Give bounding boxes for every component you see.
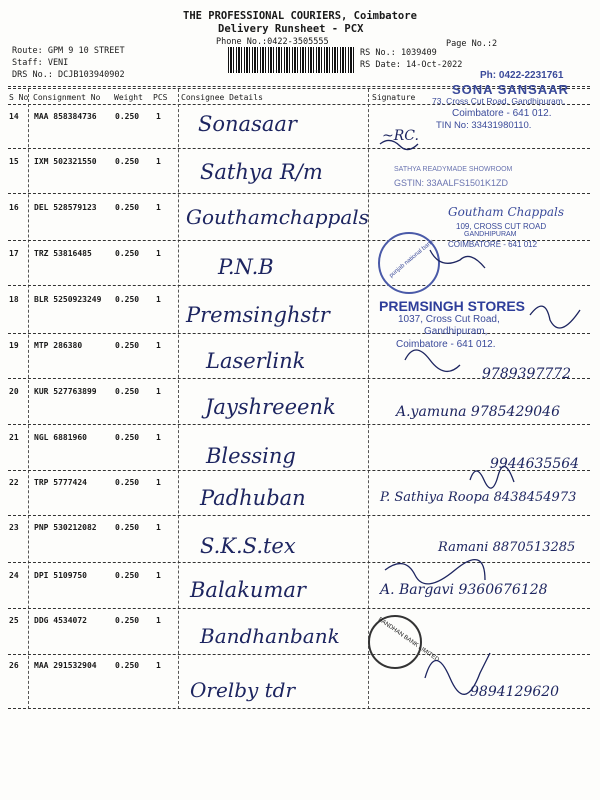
col-consignee: Consignee Details — [181, 93, 263, 102]
row-consignment: TRZ 53816485 — [34, 249, 92, 258]
row-consignee: Laserlink — [206, 349, 306, 373]
row-weight: 0.250 — [115, 295, 140, 304]
row-consignment: DPI 5109750 — [34, 571, 87, 580]
rs-date: RS Date: 14-Oct-2022 — [360, 60, 463, 70]
row-weight: 0.250 — [115, 571, 140, 580]
drs-number: DRS No.: DCJB103940902 — [12, 70, 125, 80]
row-signature: 9894129620 — [470, 684, 560, 700]
row-sno: 19 — [9, 341, 19, 350]
row-weight: 0.250 — [115, 433, 140, 442]
document-title: Delivery Runsheet - PCX — [218, 23, 364, 35]
row-consignee: Gouthamchappals — [186, 205, 369, 229]
signature-scribbles — [370, 100, 595, 710]
row-weight: 0.250 — [115, 341, 140, 350]
row-sno: 21 — [9, 433, 19, 442]
row-pcs: 1 — [156, 571, 161, 580]
col-signature: Signature — [372, 93, 416, 102]
row-sno: 15 — [9, 157, 19, 166]
row-pcs: 1 — [156, 249, 161, 258]
row-weight: 0.250 — [115, 112, 140, 121]
row-consignment: MTP 286380 — [34, 341, 83, 350]
col-consignment: Consignment No — [33, 93, 101, 102]
row-signature: 9789397772 — [482, 366, 572, 382]
row-pcs: 1 — [156, 616, 161, 625]
barcode — [228, 47, 354, 73]
row-pcs: 1 — [156, 523, 161, 532]
row-sno: 18 — [9, 295, 19, 304]
row-sno: 14 — [9, 112, 19, 121]
row-consignee: Sonasaar — [198, 112, 297, 136]
rs-number: RS No.: 1039409 — [360, 48, 437, 58]
row-pcs: 1 — [156, 341, 161, 350]
row-pcs: 1 — [156, 478, 161, 487]
row-signature: A. Bargavi 9360676128 — [380, 582, 548, 598]
row-pcs: 1 — [156, 203, 161, 212]
row-consignee: Premsinghstr — [186, 303, 330, 327]
row-consignee: Blessing — [206, 444, 296, 468]
row-pcs: 1 — [156, 157, 161, 166]
company-title: THE PROFESSIONAL COURIERS, Coimbatore — [183, 10, 417, 22]
row-weight: 0.250 — [115, 387, 140, 396]
row-sno: 20 — [9, 387, 19, 396]
row-consignment: BLR 5250923249 — [34, 295, 102, 304]
phone-number: Phone No.:0422-3505555 — [216, 37, 329, 47]
row-consignment: MAA 291532904 — [34, 661, 97, 670]
row-weight: 0.250 — [115, 616, 140, 625]
row-pcs: 1 — [156, 661, 161, 670]
row-sno: 17 — [9, 249, 19, 258]
row-consignment: DDG 4534072 — [34, 616, 87, 625]
row-weight: 0.250 — [115, 478, 140, 487]
row-weight: 0.250 — [115, 157, 140, 166]
row-pcs: 1 — [156, 387, 161, 396]
route: Route: GPM 9 10 STREET — [12, 46, 125, 56]
row-signature: A.yamuna 9785429046 — [396, 404, 560, 420]
row-weight: 0.250 — [115, 661, 140, 670]
pnb-round-stamp: punjab national bank — [378, 232, 440, 294]
row-sno: 16 — [9, 203, 19, 212]
col-sno: S No — [9, 93, 29, 102]
row-consignee: S.K.S.tex — [200, 534, 296, 558]
row-weight: 0.250 — [115, 203, 140, 212]
bandhan-round-stamp: BANDHAN BANK LIMITED — [368, 615, 422, 669]
staff: Staff: VENI — [12, 58, 69, 68]
row-consignee: Orelby tdr — [190, 678, 296, 702]
row-pcs: 1 — [156, 112, 161, 121]
row-signature: 9944635564 — [490, 456, 580, 472]
row-weight: 0.250 — [115, 249, 140, 258]
row-pcs: 1 — [156, 295, 161, 304]
row-signature: Ramani 8870513285 — [438, 540, 576, 555]
row-consignment: NGL 6881960 — [34, 433, 87, 442]
row-signature: P. Sathiya Roopa 8438454973 — [380, 490, 577, 505]
row-sno: 25 — [9, 616, 19, 625]
row-sno: 22 — [9, 478, 19, 487]
row-consignee: Jayshreeenk — [205, 395, 336, 419]
row-consignment: MAA 858384736 — [34, 112, 97, 121]
row-consignment: KUR 527763899 — [34, 387, 97, 396]
row-consignee: Balakumar — [190, 578, 306, 602]
row-pcs: 1 — [156, 433, 161, 442]
row-consignment: TRP 5777424 — [34, 478, 87, 487]
col-pcs: PCS — [153, 93, 168, 102]
row-consignment: PNP 530212082 — [34, 523, 97, 532]
row-weight: 0.250 — [115, 523, 140, 532]
col-weight: Weight — [114, 93, 143, 102]
page-number: Page No.:2 — [446, 39, 498, 49]
row-sno: 23 — [9, 523, 19, 532]
row-signature: ~RC. — [382, 128, 419, 144]
row-sno: 24 — [9, 571, 19, 580]
row-consignment: IXM 502321550 — [34, 157, 97, 166]
row-consignment: DEL 528579123 — [34, 203, 97, 212]
row-consignee: Bandhanbank — [200, 624, 340, 648]
row-consignee: Sathya R/m — [200, 160, 323, 184]
row-consignee: Padhuban — [200, 486, 306, 510]
row-consignee: P.N.B — [218, 255, 274, 279]
row-sno: 26 — [9, 661, 19, 670]
